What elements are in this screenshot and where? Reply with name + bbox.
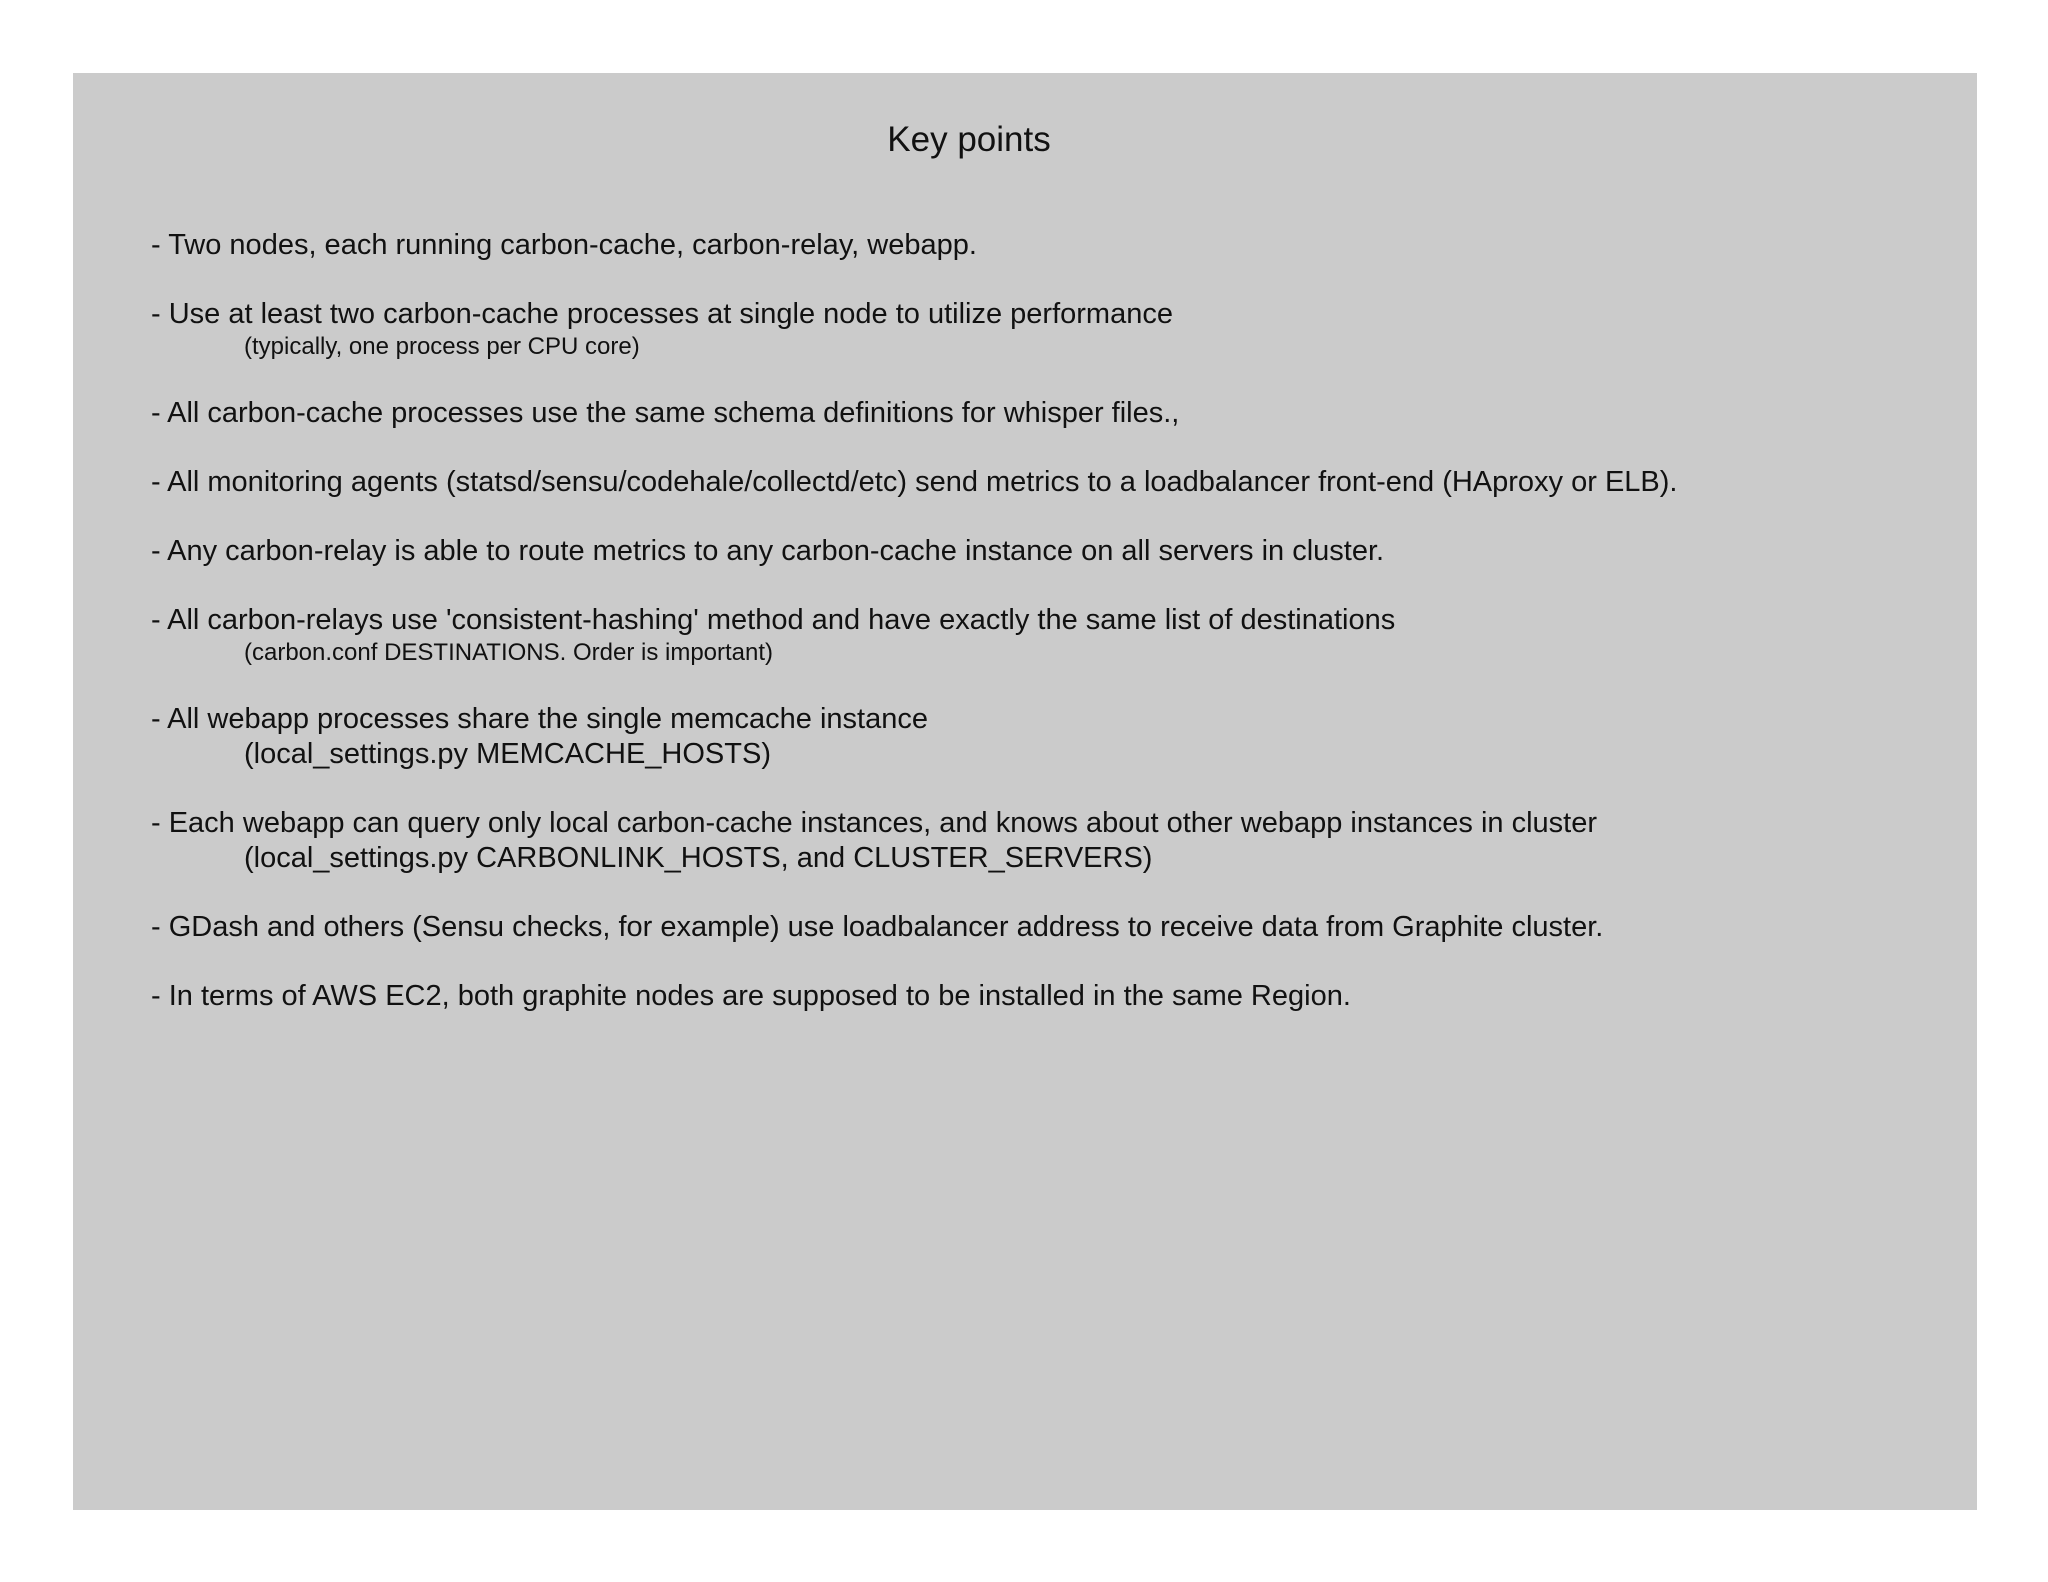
key-point	[151, 979, 1951, 1014]
key-point	[151, 534, 1951, 569]
key-point-text: - All monitoring agents (statsd/sensu/codehale/collectd/etc) send metrics to a loadbalancer front-end (HAproxy or ELB).	[151, 466, 1678, 498]
key-point	[151, 228, 1951, 263]
key-point	[151, 396, 1951, 431]
key-point-note: (local_settings.py MEMCACHE_HOSTS)	[244, 738, 771, 770]
key-point-text: - Use at least two carbon-cache processes at single node to utilize performance	[151, 298, 1173, 330]
key-point-note: (carbon.conf DESTINATIONS. Order is important)	[244, 639, 774, 666]
key-point-text: - Any carbon-relay is able to route metrics to any carbon-cache instance on all servers in cluster.	[151, 535, 1385, 567]
key-point-note: (typically, one process per CPU core)	[244, 333, 640, 360]
key-point-text: - Two nodes, each running carbon-cache, carbon-relay, webapp.	[151, 229, 977, 261]
key-point	[151, 465, 1951, 500]
key-point	[151, 806, 1951, 876]
key-point-text: - All carbon-cache processes use the same schema definitions for whisper files.,	[151, 397, 1180, 429]
slide-panel	[73, 73, 1977, 1510]
key-point-text: - All webapp processes share the single memcache instance	[151, 703, 928, 735]
key-point	[151, 603, 1951, 668]
key-point	[151, 702, 1951, 772]
key-points-list	[151, 228, 1951, 1048]
key-point-text: - Each webapp can query only local carbon-cache instances, and knows about other webapp instances in cluster	[151, 807, 1598, 839]
key-point	[151, 910, 1951, 945]
key-point-text: - GDash and others (Sensu checks, for example) use loadbalancer address to receive data from Graphite cluster.	[151, 911, 1604, 943]
key-point	[151, 297, 1951, 362]
slide-title: Key points	[887, 120, 1051, 159]
key-point-text: - In terms of AWS EC2, both graphite nodes are supposed to be installed in the same Region.	[151, 980, 1351, 1012]
key-point-note: (local_settings.py CARBONLINK_HOSTS, and CLUSTER_SERVERS)	[244, 842, 1153, 874]
key-point-text: - All carbon-relays use 'consistent-hashing' method and have exactly the same list of destinations	[151, 604, 1396, 636]
